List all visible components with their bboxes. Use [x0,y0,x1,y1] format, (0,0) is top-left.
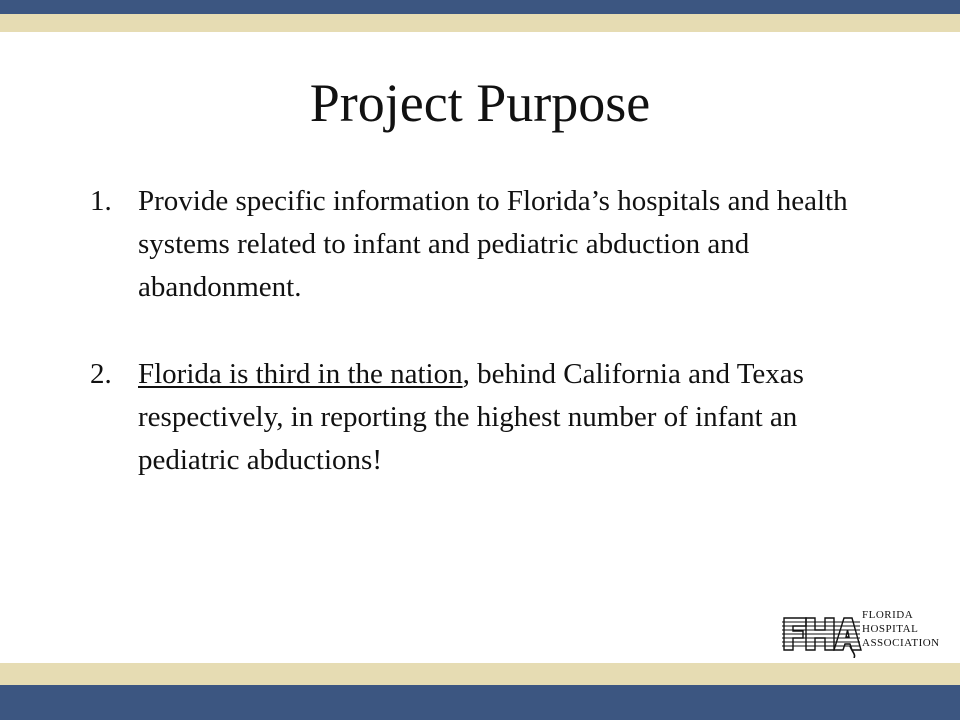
top-dark-band [0,0,960,14]
fha-logo-wordmark [862,608,940,650]
list-item [90,180,880,309]
item-text: , behind California and Texas respectively, in reporting the highest number of infant an pediatric abductions! [138,358,804,476]
item-text: Provide specific information to Florida’s hospitals and health systems related to infant and pediatric abduction and abandonment. [138,185,848,303]
fha-logo-mark [780,606,862,658]
fha-logo [780,606,945,658]
list-item [90,353,880,482]
item-number: 2. [90,358,112,390]
top-light-band [0,14,960,32]
bottom-light-band [0,663,960,685]
slide-title: Project Purpose [309,73,651,133]
logo-line-florida: FLORIDA [862,609,914,621]
underlined-phrase: Florida is third in the nation [138,358,463,390]
logo-line-hospital: HOSPITAL [862,623,919,635]
logo-line-association: ASSOCIATION [862,637,940,649]
item-number: 1. [90,185,112,217]
purpose-list [90,180,880,482]
item-text-container [138,353,880,482]
bottom-dark-band [0,685,960,720]
